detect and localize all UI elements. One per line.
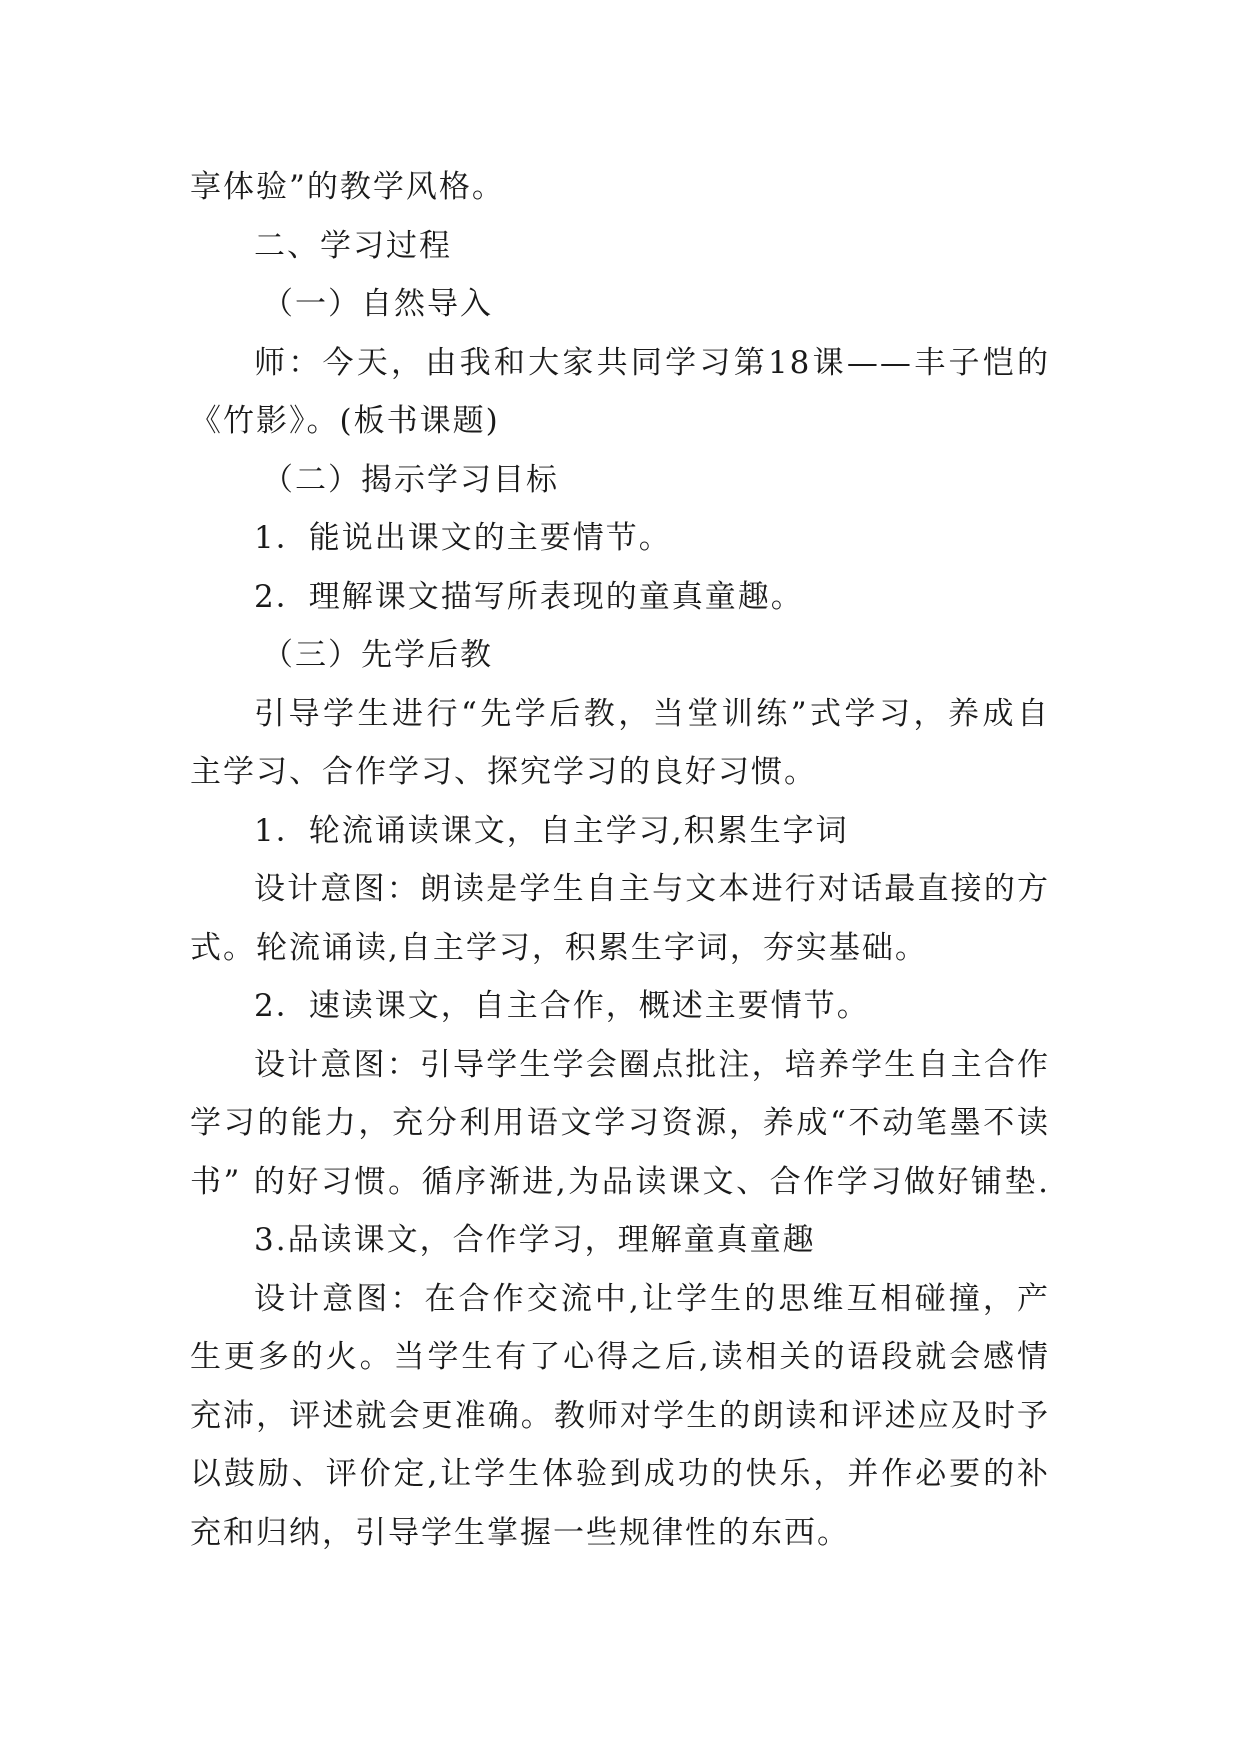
paragraph-line: 师：今天，由我和大家共同学习第18课——丰子恺的 [254, 344, 1050, 381]
document-body [190, 158, 1050, 1562]
paragraph-line: 书” 的好习惯。循序渐进,为品读课文、合作学习做好铺垫. [190, 1163, 1050, 1200]
paragraph-line: 式。轮流诵读,自主学习，积累生字词，夯实基础。 [190, 929, 928, 966]
subsection-heading: （一）自然导入 [262, 286, 493, 322]
list-item: 2．理解课文描写所表现的童真童趣。 [254, 578, 804, 615]
paragraph-line: 充和归纳，引导学生掌握一些规律性的东西。 [190, 1514, 850, 1551]
list-item: 1．能说出课文的主要情节。 [254, 520, 672, 556]
list-item: 2．速读课文，自主合作，概述主要情节。 [254, 988, 870, 1024]
list-item: 3.品读课文，合作学习，理解童真童趣 [254, 1222, 816, 1258]
paragraph-line: 《竹影》。(板书课题) [190, 403, 500, 439]
list-item: 1．轮流诵读课文，自主学习,积累生字词 [254, 812, 849, 849]
paragraph-line: 设计意图：在合作交流中,让学生的思维互相碰撞，产 [254, 1280, 1050, 1317]
subsection-heading: （三）先学后教 [262, 637, 493, 673]
paragraph-line: 生更多的火。当学生有了心得之后,读相关的语段就会感情 [190, 1339, 1050, 1375]
paragraph-line: 引导学生进行“先学后教，当堂训练”式学习，养成自 [254, 695, 1050, 732]
paragraph-line: 设计意图：引导学生学会圈点批注，培养学生自主合作 [254, 1046, 1050, 1083]
paragraph-line: 设计意图：朗读是学生自主与文本进行对话最直接的方 [254, 871, 1050, 907]
section-heading: 二、学习过程 [254, 227, 452, 264]
paragraph-line: 学习的能力，充分利用语文学习资源，养成“不动笔墨不读 [190, 1105, 1050, 1141]
paragraph-line: 充沛，评述就会更准确。教师对学生的朗读和评述应及时予 [190, 1397, 1050, 1434]
subsection-heading: （二）揭示学习目标 [262, 461, 559, 498]
paragraph-line: 以鼓励、评价定,让学生体验到成功的快乐，并作必要的补 [190, 1456, 1050, 1492]
paragraph-line: 主学习、合作学习、探究学习的良好习惯。 [190, 754, 817, 790]
paragraph-line: 享体验”的教学风格。 [190, 169, 505, 205]
